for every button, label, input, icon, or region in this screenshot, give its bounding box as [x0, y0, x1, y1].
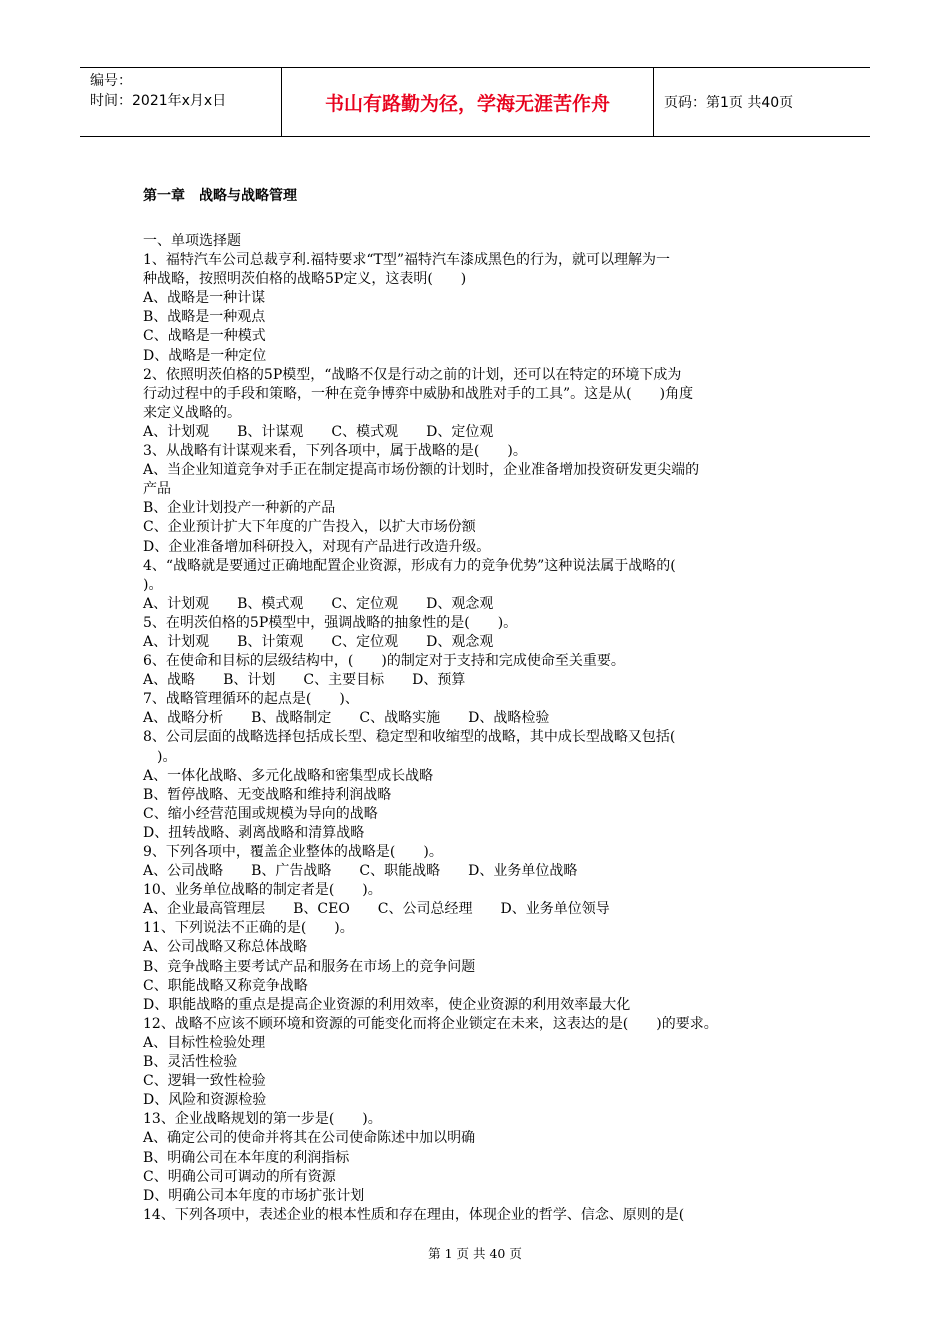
date-label: 时间：2021年x月x日: [90, 93, 227, 109]
text-line: D、企业准备增加科研投入，对现有产品进行改造升级。: [143, 538, 491, 555]
document-body: [143, 186, 818, 1225]
text-line: D、职能战略的重点是提高企业资源的利用效率，使企业资源的利用效率最大化: [143, 996, 631, 1013]
text-line: B、灵活性检验: [143, 1054, 238, 1071]
serial-number-label: 编号：: [90, 73, 132, 89]
text-line: A、战略 B、计划 C、主要目标 D、预算: [143, 672, 466, 689]
text-line: A、计划观 B、计策观 C、定位观 D、观念观: [143, 633, 494, 650]
header-motto-cell: [282, 68, 654, 136]
page-footer: 第 1 页 共 40 页: [428, 1246, 522, 1261]
header-page-cell: [654, 68, 870, 136]
header-meta-cell: [80, 68, 282, 136]
text-line: 8、公司层面的战略选择包括成长型、稳定型和收缩型的战略，其中成长型战略又包括(: [143, 729, 676, 746]
text-line: 一、单项选择题: [143, 233, 241, 249]
text-line: 3、从战略有计谋观来看，下列各项中，属于战略的是( )。: [143, 443, 527, 460]
text-line: 产品: [143, 481, 171, 498]
text-line: 4、“战略就是要通过正确地配置企业资源，形成有力的竞争优势”这种说法属于战略的(: [143, 557, 676, 574]
text-line: A、计划观 B、模式观 C、定位观 D、观念观: [143, 595, 494, 612]
text-line: )。: [143, 576, 163, 593]
text-line: 12、战略不应该不顾环境和资源的可能变化而将企业锁定在未来，这表达的是( )的要求。: [143, 1015, 718, 1032]
text-line: A、企业最高管理层 B、CEO C、公司总经理 D、业务单位领导: [143, 901, 610, 918]
text-line: 13、企业战略规划的第一步是( )。: [143, 1111, 382, 1128]
text-line: C、缩小经营范围或规模为导向的战略: [143, 805, 378, 822]
text-line: B、暂停战略、无变战略和维持利润战略: [143, 786, 392, 803]
text-line: C、职能战略又称竞争战略: [143, 977, 308, 994]
text-line: 11、下列说法不正确的是( )。: [143, 920, 354, 937]
text-line: 5、在明茨伯格的5P模型中，强调战略的抽象性的是( )。: [143, 614, 518, 631]
text-line: A、目标性检验处理: [143, 1034, 266, 1051]
text-line: A、公司战略 B、广告战略 C、职能战略 D、业务单位战略: [143, 863, 578, 880]
text-line: A、战略是一种计谋: [143, 290, 266, 307]
header-page-info: 页码：第1页 共40页: [664, 95, 794, 111]
text-line: D、战略是一种定位: [143, 347, 267, 364]
text-line: A、一体化战略、多元化战略和密集型成长战略: [143, 767, 434, 784]
text-line: 14、下列各项中，表述企业的根本性质和存在理由，体现企业的哲学、信念、原则的是(: [143, 1206, 685, 1223]
text-line: 7、战略管理循环的起点是( )、: [143, 691, 359, 708]
text-line: A、战略分析 B、战略制定 C、战略实施 D、战略检验: [143, 710, 550, 727]
chapter-title: 第一章 战略与战略管理: [143, 188, 297, 204]
question-lines: [143, 232, 818, 1225]
text-line: B、战略是一种观点: [143, 309, 266, 326]
text-line: A、计划观 B、计谋观 C、模式观 D、定位观: [143, 423, 494, 440]
text-line: 来定义战略的。: [143, 404, 241, 421]
text-line: )。: [143, 748, 177, 765]
text-line: 2、依照明茨伯格的5P模型，“战略不仅是行动之前的计划，还可以在特定的环境下成为: [143, 366, 682, 383]
text-line: D、明确公司本年度的市场扩张计划: [143, 1187, 365, 1204]
text-line: 6、在使命和目标的层级结构中，( )的制定对于支持和完成使命至关重要。: [143, 653, 625, 670]
text-line: B、企业计划投产一种新的产品: [143, 500, 336, 517]
text-line: B、明确公司在本年度的利润指标: [143, 1149, 350, 1166]
text-line: C、明确公司可调动的所有资源: [143, 1168, 336, 1185]
text-line: A、确定公司的使命并将其在公司使命陈述中加以明确: [143, 1130, 476, 1147]
header-motto: 书山有路勤为径，学海无涯苦作舟: [324, 92, 610, 115]
text-line: D、扭转战略、剥离战略和清算战略: [143, 824, 365, 841]
text-line: A、当企业知道竞争对手正在制定提高市场份额的计划时，企业准备增加投资研发更尖端的: [143, 462, 700, 479]
text-line: 1、福特汽车公司总裁亨利.福特要求“T型”福特汽车漆成黑色的行为，就可以理解为一: [143, 252, 671, 269]
text-line: C、企业预计扩大下年度的广告投入，以扩大市场份额: [143, 519, 476, 536]
text-line: 行动过程中的手段和策略，一种在竞争博弈中威胁和战胜对手的工具”。这是从( )角度: [143, 385, 694, 402]
text-line: B、竞争战略主要考试产品和服务在市场上的竞争问题: [143, 958, 476, 975]
text-line: 种战略，按照明茨伯格的战略5P定义，这表明( ): [143, 271, 467, 288]
text-line: C、逻辑一致性检验: [143, 1073, 266, 1090]
text-line: D、风险和资源检验: [143, 1092, 267, 1109]
text-line: C、战略是一种模式: [143, 328, 266, 345]
text-line: A、公司战略又称总体战略: [143, 939, 308, 956]
page-header-table: [80, 67, 870, 137]
text-line: 10、业务单位战略的制定者是( )。: [143, 882, 382, 899]
text-line: 9、下列各项中，覆盖企业整体的战略是( )。: [143, 844, 443, 860]
